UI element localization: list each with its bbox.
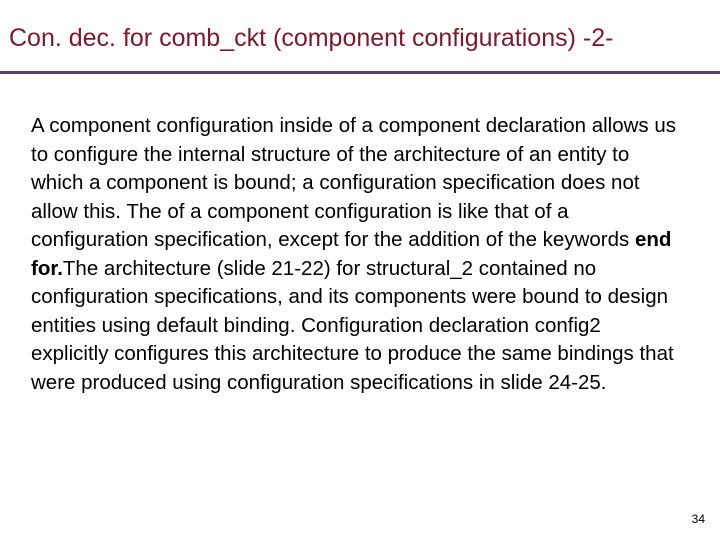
body-text-keywords: end for. (31, 228, 672, 280)
body-paragraph (31, 112, 681, 397)
body-text-part-2: The architecture (slide 21-22) for structural_2 contained no configuration specifications, and its components were bound to design entities using default binding. Configuration declaration config2 explicitly configures this architecture to produce the same bindings that were produced using configuration specifications in slide 24-25. (31, 256, 674, 394)
body-text-part-1: A component configuration inside of a component declaration allows us to configure the internal structure of the architecture of an entity to which a component is bound; a configuration specification does not allow this. The of a component configuration is like that of a configuration specification, except for the addition of the keywords (31, 114, 677, 251)
page-number: 34 (691, 512, 705, 526)
title-divider (0, 71, 720, 74)
slide-title: Con. dec. for comb_ckt (component configurations) -2- (9, 24, 614, 52)
